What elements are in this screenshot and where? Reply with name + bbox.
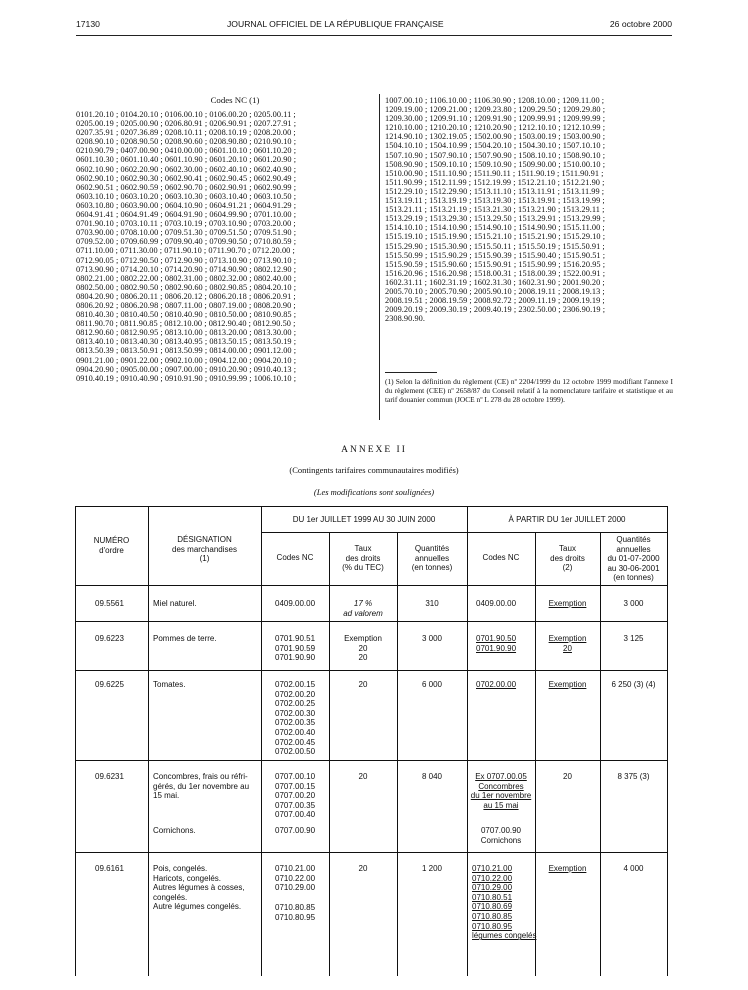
annexe-title: ANNEXE II — [341, 445, 407, 455]
row-numero: 09.6231 — [95, 772, 124, 781]
code-row: 0210.90.79 ; 0407.00.90 ; 0410.00.00 ; 0601.10.10 ; 0601.10.20 ; — [76, 146, 297, 156]
table-border-right — [667, 506, 668, 976]
row-designation: Pommes de terre. — [153, 634, 217, 643]
code-row: 1513.29.19 ; 1513.29.30 ; 1513.29.50 ; 1513.29.91 ; 1513.29.99 ; — [385, 214, 606, 224]
row-codes-nc-new — [467, 772, 535, 810]
column-divider — [379, 94, 380, 420]
code-row: 1515.19.10 ; 1515.19.90 ; 1515.21.10 ; 1515.21.90 ; 1515.29.10 ; — [385, 232, 606, 242]
row-codes-nc-new: 0409.00.00 — [476, 599, 517, 608]
code-row: 0709.52.00 ; 0709.60.99 ; 0709.90.40 ; 0709.90.50 ; 0710.80.59 ; — [76, 237, 297, 247]
header-taux-2: Taux des droits (2) — [550, 544, 585, 573]
row-designation: Pois, congelés. Haricots, congelés. Autres légumes à cosses, congelés. Autre légumes congelés. — [153, 864, 245, 912]
code-row: 0602.90.51 ; 0602.90.59 ; 0602.90.70 ; 0602.90.91 ; 0602.90.99 ; — [76, 182, 297, 192]
codes-list-right — [385, 96, 675, 323]
row-numero: 09.6223 — [95, 634, 124, 643]
header-taux-1: Taux des droits (% du TEC) — [342, 544, 384, 573]
code-row: 2005.70.10 ; 2005.70.90 ; 2005.90.10 ; 2008.19.11 ; 2008.19.13 ; — [385, 286, 605, 296]
row-taux-new: 20 — [563, 772, 572, 781]
row-numero: 09.6225 — [95, 680, 124, 689]
row-codes-nc: 0701.90.51 0701.90.59 0701.90.90 — [275, 634, 316, 663]
row-taux: 17 % ad valorem — [343, 599, 383, 618]
code-row: 1508.90.90 ; 1509.10.10 ; 1509.10.90 ; 1509.90.00 ; 1510.00.10 ; — [385, 159, 606, 169]
period-header-2: À PARTIR DU 1er JUILLET 2000 — [508, 515, 626, 524]
code-row: 0910.40.19 ; 0910.40.90 ; 0910.91.90 ; 0910.99.99 ; 1006.10.10 ; — [76, 373, 297, 383]
code-row: 1515.90.59 ; 1515.90.60 ; 1515.90.91 ; 1515.90.99 ; 1516.20.95 ; — [385, 259, 606, 269]
row-quantite: 3 000 — [421, 634, 443, 643]
header-designation: DÉSIGNATION des marchandises (1) — [172, 535, 237, 564]
row-taux: 20 — [358, 772, 368, 781]
code-row: 1214.90.10 ; 1302.19.05 ; 1502.00.90 ; 1503.00.19 ; 1503.00.90 ; — [385, 132, 606, 142]
code-row: 0205.00.19 ; 0205.00.90 ; 0206.80.91 ; 0206.90.91 ; 0207.27.91 ; — [76, 119, 297, 129]
codes-list-left — [76, 110, 372, 383]
row-quantite: 6 000 — [421, 680, 443, 689]
page-header — [76, 19, 672, 33]
col-line — [148, 506, 149, 976]
code-row: 0703.90.00 ; 0708.10.00 ; 0709.51.30 ; 0709.51.50 ; 0709.51.90 ; — [76, 228, 297, 238]
table-border-left — [75, 506, 76, 976]
annexe-note: (Les modifications sont soulignées) — [313, 487, 435, 497]
row-codes-nc: 0702.00.15 0702.00.20 0702.00.25 0702.00.30 0702.00.35 0702.00.40 0702.00.45 0702.00.50 — [275, 680, 316, 757]
code-row: 1504.10.10 ; 1504.10.99 ; 1504.20.10 ; 1504.30.10 ; 1507.10.10 ; — [385, 141, 606, 151]
header-numero: NUMÉRO d'ordre — [93, 536, 130, 555]
row-quantite: 1 200 — [421, 864, 443, 873]
row-codes-nc-2: 0707.00.90 — [275, 826, 316, 835]
row-designation: Concombres, frais ou réfri- gérés, du 1er novembre au 15 mai. — [153, 772, 250, 801]
code-row: 0802.50.00 ; 0802.90.50 ; 0802.90.60 ; 0802.90.85 ; 0804.20.10 ; — [76, 282, 297, 292]
code-row: 0712.90.05 ; 0712.90.50 ; 0712.90.90 ; 0713.10.90 ; 0713.90.10 ; — [76, 255, 297, 265]
header-quantites-1: Quantités annuelles (en tonnes) — [411, 544, 453, 573]
code-row: 0601.10.30 ; 0601.10.40 ; 0601.10.90 ; 0601.20.10 ; 0601.20.90 ; — [76, 155, 297, 165]
row-quantite: 310 — [425, 599, 439, 608]
code-row: 0802.21.00 ; 0802.22.00 ; 0802.31.00 ; 0802.32.00 ; 0802.40.00 ; — [76, 273, 297, 283]
row-taux-new: Exemption 20 — [548, 634, 587, 653]
row-codes-nc-new: 0701.90.50 0701.90.90 — [476, 634, 517, 653]
row-codes-nc-new: 0702.00.00 — [476, 680, 517, 689]
footnote: (1) Selon la définition du règlement (CE) nº 2204/1999 du 12 octobre 1999 modifiant l'annexe I du règlement (CEE) nº 2658/87 du Conseil relatif à la nomenclature tarifaire et statistique et au tarif douanier commun (JOCE nº L 278 du 28 octobre 1999). — [385, 377, 673, 404]
code-row: 1515.50.99 ; 1515.90.29 ; 1515.90.39 ; 1515.90.40 ; 1515.90.51 ; — [385, 250, 606, 260]
code-row: 1514.10.10 ; 1514.10.90 ; 1514.90.10 ; 1514.90.90 ; 1515.11.00 ; — [385, 223, 605, 233]
header-quantites-2: Quantités annuelles du 01-07-2000 au 30-06-2001 (en tonnes) — [607, 535, 660, 583]
code-row: 0813.40.10 ; 0813.40.30 ; 0813.40.95 ; 0813.50.15 ; 0813.50.19 ; — [76, 337, 297, 347]
code-row: 1516.20.96 ; 1516.20.98 ; 1518.00.31 ; 1518.00.39 ; 1522.00.91 ; — [385, 268, 606, 278]
row-codes-nc: 0707.00.10 0707.00.15 0707.00.20 0707.00.35 0707.00.40 — [275, 772, 316, 820]
code-row: 2308.90.90. — [385, 314, 425, 324]
page-date: 26 octobre 2000 — [609, 19, 672, 29]
row-taux: 20 — [358, 680, 368, 689]
row-line — [75, 585, 668, 586]
row-line — [261, 532, 668, 533]
row-designation-2: Cornichons. — [153, 826, 196, 835]
code-row: 0101.20.10 ; 0104.20.10 ; 0106.00.10 ; 0106.00.20 ; 0205.00.11 ; — [76, 110, 296, 119]
code-row: 1602.31.11 ; 1602.31.19 ; 1602.31.30 ; 1602.31.90 ; 2001.90.20 ; — [385, 277, 605, 287]
row-codes-nc-2: 0710.80.85 0710.80.95 — [275, 903, 316, 922]
code-row: 0713.90.90 ; 0714.20.10 ; 0714.20.90 ; 0714.90.90 ; 0802.12.90 ; — [76, 264, 297, 274]
row-quantite-new: 3 000 — [623, 599, 644, 608]
row-designation: Miel naturel. — [153, 599, 197, 608]
header-rule — [76, 35, 672, 36]
row-line — [75, 621, 668, 622]
row-taux: Exemption 20 20 — [344, 634, 382, 663]
row-designation: Tomates. — [153, 680, 186, 689]
code-row: 0604.91.41 ; 0604.91.49 ; 0604.91.90 ; 0604.99.90 ; 0701.10.00 ; — [76, 210, 297, 220]
row-codes-nc: 0409.00.00 — [275, 599, 316, 608]
row-numero: 09.5561 — [95, 599, 124, 608]
code-row: 0208.90.10 ; 0208.90.50 ; 0208.90.60 ; 0208.90.80 ; 0210.90.10 ; — [76, 137, 297, 147]
code-row: 0811.90.70 ; 0811.90.85 ; 0812.10.00 ; 0812.90.40 ; 0812.90.50 ; — [76, 319, 296, 329]
code-row: 1515.29.90 ; 1515.30.90 ; 1515.50.11 ; 1515.50.19 ; 1515.50.91 ; — [385, 241, 605, 251]
code-row: 0711.10.00 ; 0711.30.00 ; 0711.90.10 ; 0711.90.70 ; 0712.20.00 ; — [76, 246, 295, 256]
code-row: 0207.35.91 ; 0207.36.89 ; 0208.10.11 ; 0208.10.19 ; 0208.20.00 ; — [76, 128, 296, 138]
code-row: 0813.50.39 ; 0813.50.91 ; 0813.50.99 ; 0814.00.00 ; 0901.12.00 ; — [76, 346, 297, 356]
row-taux-new: Exemption — [548, 864, 587, 873]
journal-title: JOURNAL OFFICIEL DE LA RÉPUBLIQUE FRANÇAISE — [227, 19, 444, 29]
row-quantite-new: 4 000 — [623, 864, 644, 873]
code-row: 0810.40.30 ; 0810.40.50 ; 0810.40.90 ; 0810.50.00 ; 0810.90.85 ; — [76, 310, 297, 320]
col-line — [261, 506, 262, 976]
row-line — [75, 760, 668, 761]
code-row: 1209.30.00 ; 1209.91.10 ; 1209.91.90 ; 1209.99.91 ; 1209.99.99 ; — [385, 114, 606, 124]
code-row: 1210.10.00 ; 1210.20.10 ; 1210.20.90 ; 1212.10.10 ; 1212.10.99 ; — [385, 123, 606, 133]
row-taux-new: Exemption — [548, 680, 587, 689]
col-line — [467, 506, 468, 976]
codes-title: Codes NC (1) — [210, 95, 260, 105]
code-row: 1510.00.90 ; 1511.10.90 ; 1511.90.11 ; 1511.90.19 ; 1511.90.91 ; — [385, 168, 604, 178]
code-row: 0804.20.90 ; 0806.20.11 ; 0806.20.12 ; 0806.20.18 ; 0806.20.91 ; — [76, 291, 296, 301]
code-row: 0603.10.10 ; 0603.10.20 ; 0603.10.30 ; 0603.10.40 ; 0603.10.50 ; — [76, 191, 297, 201]
page-number: 17130 — [76, 19, 100, 29]
row-numero: 09.6161 — [95, 864, 124, 873]
row-taux: 20 — [358, 864, 368, 873]
row-quantite-new: 6 250 (3) (4) — [611, 680, 656, 689]
code-row: 1209.19.00 ; 1209.21.00 ; 1209.23.80 ; 1209.29.50 ; 1209.29.80 ; — [385, 105, 606, 115]
code-row: 2009.20.19 ; 2009.30.19 ; 2009.40.19 ; 2302.50.00 ; 2306.90.19 ; — [385, 305, 606, 315]
code-row: 1511.90.99 ; 1512.11.99 ; 1512.19.99 ; 1512.21.10 ; 1512.21.90 ; — [385, 177, 605, 187]
header-codes-nc-2: Codes NC — [482, 553, 520, 562]
row-line — [75, 852, 668, 853]
row-quantite: 8 040 — [421, 772, 443, 781]
period-header-1: DU 1er JUILLET 1999 AU 30 JUIN 2000 — [292, 515, 436, 524]
quota-table — [75, 506, 668, 976]
code-row: 1007.00.10 ; 1106.10.00 ; 1106.30.90 ; 1208.10.00 ; 1209.11.00 ; — [385, 96, 605, 105]
row-codes-nc: 0710.21.00 0710.22.00 0710.29.00 — [275, 864, 316, 893]
code-row: 1512.29.10 ; 1512.29.90 ; 1513.11.10 ; 1513.11.91 ; 1513.11.99 ; — [385, 186, 605, 196]
footnote-rule — [385, 372, 437, 373]
header-codes-nc-1: Codes NC — [276, 553, 314, 562]
row-quantite-new: 3 125 — [623, 634, 644, 643]
annexe-subtitle: (Contingents tarifaires communautaires modifiés) — [289, 465, 459, 475]
code-row: 0602.10.90 ; 0602.20.90 ; 0602.30.00 ; 0602.40.10 ; 0602.40.90 ; — [76, 164, 297, 174]
row-line — [75, 670, 668, 671]
code-row: 1513.19.11 ; 1513.19.19 ; 1513.19.30 ; 1513.19.91 ; 1513.19.99 ; — [385, 196, 605, 206]
codes-nc-new-text: Ex 0707.00.05 Concombres du 1er novembre au 15 mai — [470, 772, 532, 810]
row-taux-new: Exemption — [548, 599, 587, 608]
code-row: 0904.20.90 ; 0905.00.00 ; 0907.00.00 ; 0910.20.90 ; 0910.40.13 ; — [76, 364, 297, 374]
code-row: 0806.20.92 ; 0806.20.98 ; 0807.11.00 ; 0807.19.00 ; 0808.20.90 ; — [76, 300, 296, 310]
code-row: 0603.10.80 ; 0603.90.00 ; 0604.10.90 ; 0604.91.21 ; 0604.91.29 ; — [76, 200, 297, 210]
code-row: 0901.21.00 ; 0901.22.00 ; 0902.10.00 ; 0904.12.00 ; 0904.20.10 ; — [76, 355, 297, 365]
table-border-top — [75, 506, 668, 507]
row-codes-nc-new: 0710.21.00 0710.22.00 0710.29.00 0710.80.51 0710.80.69 0710.80.85 0710.80.95 légumes congelés — [472, 864, 537, 941]
code-row: 0701.90.10 ; 0703.10.11 ; 0703.10.19 ; 0703.10.90 ; 0703.20.00 ; — [76, 219, 296, 229]
code-row: 0812.90.60 ; 0812.90.95 ; 0813.10.00 ; 0813.20.00 ; 0813.30.00 ; — [76, 328, 297, 338]
code-row: 1513.21.11 ; 1513.21.19 ; 1513.21.30 ; 1513.21.90 ; 1513.29.11 ; — [385, 205, 605, 215]
code-row: 0602.90.10 ; 0602.90.30 ; 0602.90.41 ; 0602.90.45 ; 0602.90.49 ; — [76, 173, 297, 183]
row-codes-nc-new-2: 0707.00.90 Cornichons — [480, 826, 522, 845]
row-quantite-new: 8 375 (3) — [617, 772, 650, 781]
code-row: 2008.19.51 ; 2008.19.59 ; 2008.92.72 ; 2009.11.19 ; 2009.19.19 ; — [385, 296, 605, 306]
code-row: 1507.10.90 ; 1507.90.10 ; 1507.90.90 ; 1508.10.10 ; 1508.90.10 ; — [385, 150, 606, 160]
